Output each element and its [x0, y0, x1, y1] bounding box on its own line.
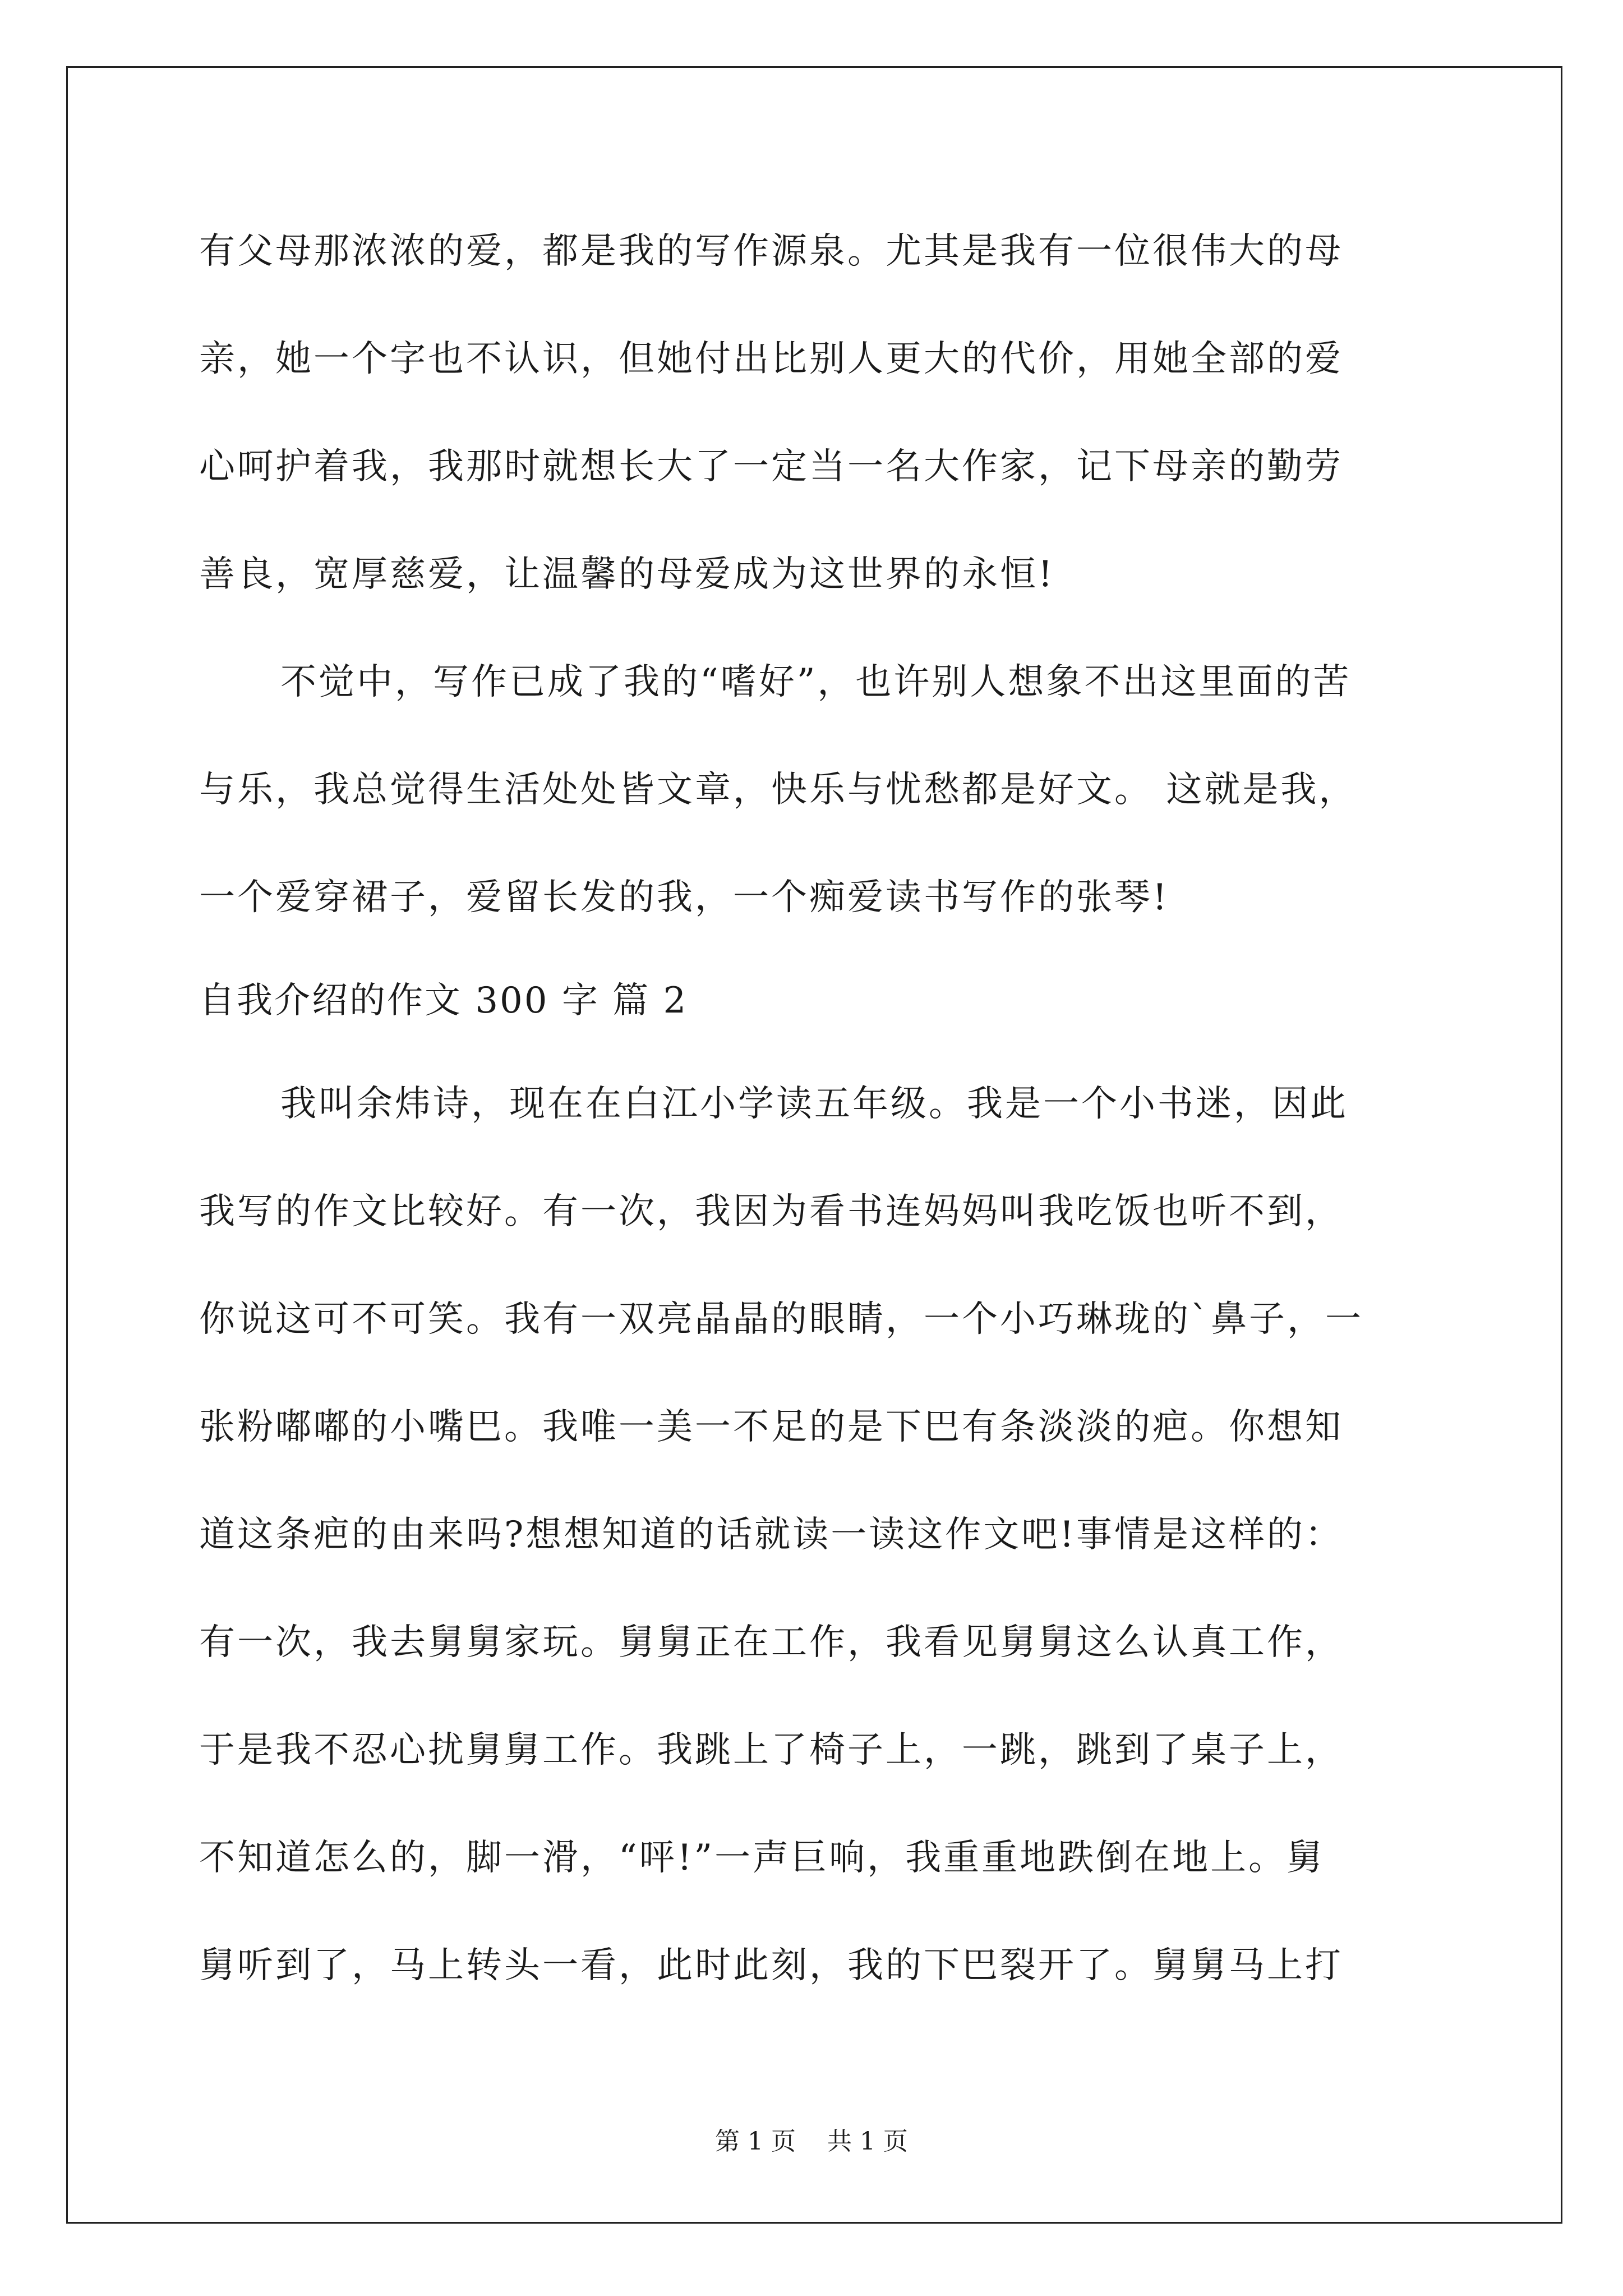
section-heading: 自我介绍的作文 300 字 篇 2 [199, 980, 688, 1022]
paragraph-line: 你说这可不可笑。我有一双亮晶晶的眼睛，一个小巧琳珑的`鼻子，一 [199, 1299, 1363, 1340]
paragraph-line: 有一次，我去舅舅家玩。舅舅正在工作，我看见舅舅这么认真工作， [199, 1622, 1343, 1663]
paragraph-line: 我叫余炜诗，现在在白江小学读五年级。我是一个小书迷，因此 [280, 1083, 1348, 1125]
paragraph-line: 不觉中，写作已成了我的“嗜好”，也许别人想象不出这里面的苦 [280, 661, 1352, 703]
paragraph-line: 一个爱穿裙子，爱留长发的我，一个痴爱读书写作的张琴! [199, 877, 1169, 918]
paragraph-line: 与乐，我总觉得生活处处皆文章，快乐与忧愁都是好文。 这就是我， [199, 769, 1357, 811]
paragraph-line: 我写的作文比较好。有一次，我因为看书连妈妈叫我吃饭也听不到， [199, 1191, 1343, 1232]
paragraph-line: 张粉嘟嘟的小嘴巴。我唯一美一不足的是下巴有条淡淡的疤。你想知 [199, 1406, 1343, 1448]
paragraph-line: 道这条疤的由来吗?想想知道的话就读一读这作文吧!事情是这样的： [199, 1514, 1344, 1556]
page-number-footer: 第 1 页 共 1 页 [715, 2127, 908, 2156]
paragraph-line: 有父母那浓浓的爱，都是我的写作源泉。尤其是我有一位很伟大的母 [199, 231, 1343, 272]
paragraph-line: 不知道怎么的，脚一滑，“呯!”一声巨响，我重重地跌倒在地上。舅 [199, 1837, 1325, 1879]
page-border [66, 66, 1562, 2224]
paragraph-line: 善良，宽厚慈爱，让温馨的母爱成为这世界的永恒! [199, 554, 1055, 595]
paragraph-line: 亲，她一个字也不认识，但她付出比别人更大的代价，用她全部的爱 [199, 338, 1343, 380]
paragraph-line: 心呵护着我，我那时就想长大了一定当一名大作家，记下母亲的勤劳 [199, 446, 1343, 487]
paragraph-line: 舅听到了，马上转头一看，此时此刻，我的下巴裂开了。舅舅马上打 [199, 1945, 1343, 1986]
paragraph-line: 于是我不忍心扰舅舅工作。我跳上了椅子上，一跳，跳到了桌子上， [199, 1729, 1343, 1771]
